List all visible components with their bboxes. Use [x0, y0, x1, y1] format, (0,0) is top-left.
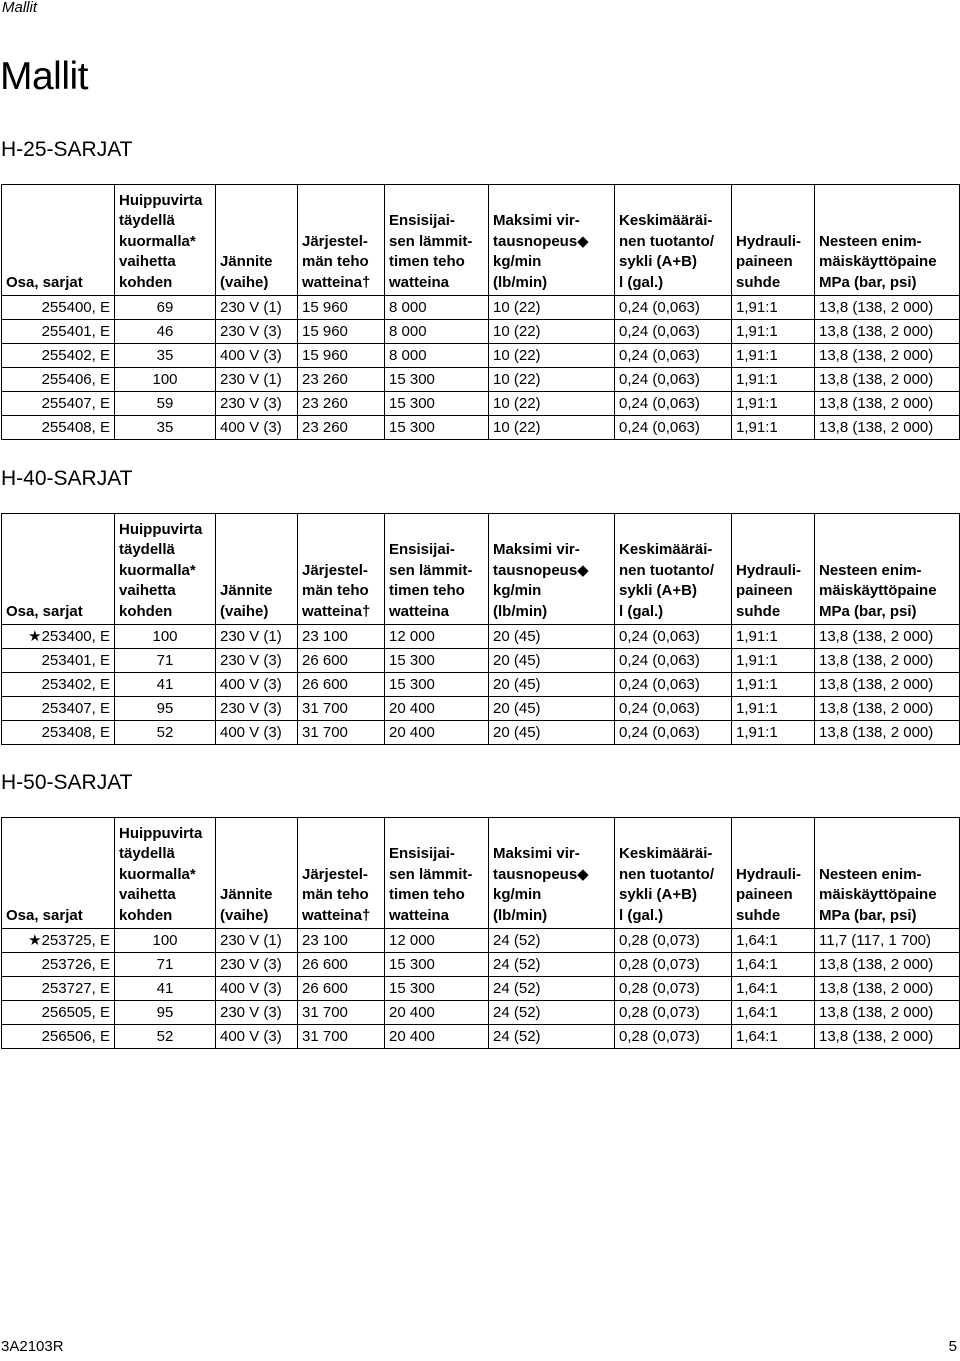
cell-peak-current: 100: [115, 929, 216, 953]
cell-system-power: 23 260: [298, 416, 385, 440]
cell-max-pressure: 13,8 (138, 2 000): [815, 953, 960, 977]
cell-output-per-cycle: 0,28 (0,073): [615, 1001, 732, 1025]
table-row: [2, 625, 960, 649]
cell-primary-heater-power: 8 000: [385, 296, 489, 320]
cell-max-pressure: 13,8 (138, 2 000): [815, 721, 960, 745]
cell-voltage: 230 V (3): [216, 697, 298, 721]
column-header-max-pressure: Nesteen enim- mäiskäyttöpaine MPa (bar, psi): [815, 185, 960, 296]
cell-output-per-cycle: 0,24 (0,063): [615, 673, 732, 697]
column-header-voltage: Jännite (vaihe): [216, 818, 298, 929]
cell-max-pressure: 13,8 (138, 2 000): [815, 977, 960, 1001]
cell-peak-current: 95: [115, 697, 216, 721]
cell-primary-heater-power: 15 300: [385, 416, 489, 440]
cell-hydraulic-ratio: 1,91:1: [732, 625, 815, 649]
cell-output-per-cycle: 0,24 (0,063): [615, 368, 732, 392]
cell-max-flow: 10 (22): [489, 392, 615, 416]
cell-voltage: 230 V (1): [216, 368, 298, 392]
cell-peak-current: 52: [115, 721, 216, 745]
column-header-hydraulic-ratio: Hydrauli- paineen suhde: [732, 818, 815, 929]
cell-max-pressure: 13,8 (138, 2 000): [815, 296, 960, 320]
cell-voltage: 400 V (3): [216, 977, 298, 1001]
cell-hydraulic-ratio: 1,91:1: [732, 392, 815, 416]
table-row: [2, 649, 960, 673]
cell-part-number: [2, 697, 115, 721]
cell-max-flow: 20 (45): [489, 625, 615, 649]
cell-peak-current: 41: [115, 673, 216, 697]
cell-system-power: 23 100: [298, 625, 385, 649]
cell-primary-heater-power: 20 400: [385, 1025, 489, 1049]
cell-primary-heater-power: 15 300: [385, 649, 489, 673]
column-header-primary-heater-power: Ensisijai- sen lämmit- timen teho watteina: [385, 185, 489, 296]
cell-hydraulic-ratio: 1,91:1: [732, 721, 815, 745]
cell-voltage: 230 V (1): [216, 929, 298, 953]
cell-voltage: 400 V (3): [216, 721, 298, 745]
cell-voltage: 230 V (3): [216, 1001, 298, 1025]
cell-peak-current: 71: [115, 649, 216, 673]
cell-output-per-cycle: 0,24 (0,063): [615, 296, 732, 320]
cell-max-pressure: 13,8 (138, 2 000): [815, 697, 960, 721]
cell-peak-current: 95: [115, 1001, 216, 1025]
table-row: [2, 344, 960, 368]
cell-system-power: 31 700: [298, 697, 385, 721]
cell-max-flow: 10 (22): [489, 416, 615, 440]
cell-hydraulic-ratio: 1,91:1: [732, 697, 815, 721]
column-header-peak-current: Huippuvirta täydellä kuormalla* vaihetta kohden: [115, 818, 216, 929]
cell-hydraulic-ratio: 1,91:1: [732, 296, 815, 320]
cell-voltage: 230 V (1): [216, 296, 298, 320]
cell-system-power: 26 600: [298, 673, 385, 697]
part-number-text: 253400, E: [41, 628, 110, 645]
cell-system-power: 15 960: [298, 344, 385, 368]
cell-part-number: [2, 320, 115, 344]
part-number-text: 255407, E: [41, 395, 110, 412]
table-row: [2, 977, 960, 1001]
cell-voltage: 230 V (3): [216, 392, 298, 416]
cell-voltage: 400 V (3): [216, 673, 298, 697]
cell-peak-current: 35: [115, 416, 216, 440]
part-number-text: 255400, E: [41, 299, 110, 316]
cell-primary-heater-power: 20 400: [385, 721, 489, 745]
cell-system-power: 26 600: [298, 649, 385, 673]
cell-voltage: 230 V (3): [216, 649, 298, 673]
table-row: [2, 368, 960, 392]
part-number-text: 253402, E: [41, 676, 110, 693]
cell-part-number: [2, 1025, 115, 1049]
cell-voltage: 400 V (3): [216, 416, 298, 440]
cell-hydraulic-ratio: 1,91:1: [732, 416, 815, 440]
page-title: Mallit: [0, 55, 89, 98]
cell-system-power: 23 100: [298, 929, 385, 953]
cell-primary-heater-power: 20 400: [385, 697, 489, 721]
table-row: [2, 953, 960, 977]
cell-output-per-cycle: 0,24 (0,063): [615, 344, 732, 368]
part-number-text: 253727, E: [41, 980, 110, 997]
cell-hydraulic-ratio: 1,91:1: [732, 649, 815, 673]
cell-max-flow: 10 (22): [489, 368, 615, 392]
cell-primary-heater-power: 15 300: [385, 977, 489, 1001]
column-header-primary-heater-power: Ensisijai- sen lämmit- timen teho watteina: [385, 514, 489, 625]
part-number-text: 255406, E: [41, 371, 110, 388]
column-header-max-flow: Maksimi vir- tausnopeus◆ kg/min (lb/min): [489, 514, 615, 625]
column-header-peak-current: Huippuvirta täydellä kuormalla* vaihetta kohden: [115, 514, 216, 625]
cell-system-power: 15 960: [298, 320, 385, 344]
column-header-voltage: Jännite (vaihe): [216, 185, 298, 296]
table-row: [2, 392, 960, 416]
cell-peak-current: 52: [115, 1025, 216, 1049]
column-header-part-number: Osa, sarjat: [2, 514, 115, 625]
cell-primary-heater-power: 8 000: [385, 344, 489, 368]
cell-peak-current: 71: [115, 953, 216, 977]
cell-system-power: 26 600: [298, 953, 385, 977]
cell-hydraulic-ratio: 1,64:1: [732, 977, 815, 1001]
cell-hydraulic-ratio: 1,64:1: [732, 929, 815, 953]
cell-max-flow: 20 (45): [489, 697, 615, 721]
section-title-h50: H-50-SARJAT: [1, 771, 133, 794]
cell-part-number: [2, 344, 115, 368]
document-number: 3A2103R: [1, 1338, 64, 1355]
cell-max-pressure: 13,8 (138, 2 000): [815, 320, 960, 344]
cell-output-per-cycle: 0,28 (0,073): [615, 953, 732, 977]
cell-max-flow: 20 (45): [489, 649, 615, 673]
cell-output-per-cycle: 0,24 (0,063): [615, 697, 732, 721]
cell-primary-heater-power: 12 000: [385, 625, 489, 649]
cell-system-power: 23 260: [298, 368, 385, 392]
cell-part-number: [2, 673, 115, 697]
header-row: [2, 818, 960, 929]
column-header-part-number: Osa, sarjat: [2, 818, 115, 929]
cell-output-per-cycle: 0,24 (0,063): [615, 649, 732, 673]
cell-peak-current: 59: [115, 392, 216, 416]
cell-hydraulic-ratio: 1,91:1: [732, 344, 815, 368]
cell-max-pressure: 13,8 (138, 2 000): [815, 368, 960, 392]
cell-output-per-cycle: 0,24 (0,063): [615, 721, 732, 745]
column-header-system-power: Järjestel- män teho watteina†: [298, 185, 385, 296]
column-header-max-flow: Maksimi vir- tausnopeus◆ kg/min (lb/min): [489, 818, 615, 929]
column-header-system-power: Järjestel- män teho watteina†: [298, 514, 385, 625]
cell-output-per-cycle: 0,28 (0,073): [615, 977, 732, 1001]
column-header-peak-current: Huippuvirta täydellä kuormalla* vaihetta kohden: [115, 185, 216, 296]
cell-peak-current: 35: [115, 344, 216, 368]
column-header-max-pressure: Nesteen enim- mäiskäyttöpaine MPa (bar, psi): [815, 818, 960, 929]
part-number-text: 255402, E: [41, 347, 110, 364]
header-row: [2, 514, 960, 625]
cell-peak-current: 100: [115, 625, 216, 649]
table-row: [2, 697, 960, 721]
part-number-text: 253401, E: [41, 652, 110, 669]
column-header-max-pressure: Nesteen enim- mäiskäyttöpaine MPa (bar, psi): [815, 514, 960, 625]
cell-system-power: 15 960: [298, 296, 385, 320]
cell-voltage: 230 V (3): [216, 320, 298, 344]
cell-system-power: 23 260: [298, 392, 385, 416]
table-row: [2, 320, 960, 344]
running-header: Mallit: [2, 0, 38, 16]
cell-max-flow: 24 (52): [489, 953, 615, 977]
cell-part-number: [2, 953, 115, 977]
models-table-h40: [1, 513, 960, 745]
table-row: [2, 296, 960, 320]
column-header-output-per-cycle: Keskimääräi- nen tuotanto/ sykli (A+B) l (gal.): [615, 818, 732, 929]
cell-max-pressure: 13,8 (138, 2 000): [815, 673, 960, 697]
cell-max-pressure: 11,7 (117, 1 700): [815, 929, 960, 953]
part-number-text: 255408, E: [41, 419, 110, 436]
table-row: [2, 721, 960, 745]
cell-primary-heater-power: 15 300: [385, 673, 489, 697]
cell-part-number: [2, 721, 115, 745]
cell-system-power: 31 700: [298, 721, 385, 745]
cell-part-number: [2, 649, 115, 673]
part-number-text: 256506, E: [41, 1028, 110, 1045]
cell-max-flow: 10 (22): [489, 344, 615, 368]
part-number-text: 255401, E: [41, 323, 110, 340]
part-number-text: 253725, E: [41, 932, 110, 949]
cell-hydraulic-ratio: 1,64:1: [732, 1025, 815, 1049]
header-row: [2, 185, 960, 296]
models-table-h25: [1, 184, 960, 440]
cell-primary-heater-power: 15 300: [385, 392, 489, 416]
cell-primary-heater-power: 12 000: [385, 929, 489, 953]
cell-part-number: [2, 625, 115, 649]
part-number-text: 256505, E: [41, 1004, 110, 1021]
cell-part-number: [2, 929, 115, 953]
cell-voltage: 400 V (3): [216, 344, 298, 368]
cell-output-per-cycle: 0,28 (0,073): [615, 929, 732, 953]
cell-part-number: [2, 368, 115, 392]
cell-max-flow: 10 (22): [489, 296, 615, 320]
table-row: [2, 929, 960, 953]
cell-part-number: [2, 977, 115, 1001]
cell-hydraulic-ratio: 1,91:1: [732, 320, 815, 344]
cell-output-per-cycle: 0,24 (0,063): [615, 392, 732, 416]
cell-part-number: [2, 296, 115, 320]
cell-peak-current: 100: [115, 368, 216, 392]
cell-voltage: 400 V (3): [216, 1025, 298, 1049]
cell-output-per-cycle: 0,28 (0,073): [615, 1025, 732, 1049]
cell-max-pressure: 13,8 (138, 2 000): [815, 649, 960, 673]
column-header-hydraulic-ratio: Hydrauli- paineen suhde: [732, 185, 815, 296]
part-number-text: 253407, E: [41, 700, 110, 717]
cell-peak-current: 69: [115, 296, 216, 320]
cell-peak-current: 46: [115, 320, 216, 344]
column-header-voltage: Jännite (vaihe): [216, 514, 298, 625]
cell-system-power: 31 700: [298, 1025, 385, 1049]
cell-max-pressure: 13,8 (138, 2 000): [815, 1001, 960, 1025]
column-header-output-per-cycle: Keskimääräi- nen tuotanto/ sykli (A+B) l (gal.): [615, 514, 732, 625]
part-number-text: 253726, E: [41, 956, 110, 973]
cell-max-pressure: 13,8 (138, 2 000): [815, 344, 960, 368]
cell-max-flow: 24 (52): [489, 1001, 615, 1025]
cell-max-flow: 10 (22): [489, 320, 615, 344]
table-row: [2, 1001, 960, 1025]
cell-max-flow: 20 (45): [489, 721, 615, 745]
page-number: 5: [948, 1338, 957, 1355]
part-number-text: 253408, E: [41, 724, 110, 741]
column-header-system-power: Järjestel- män teho watteina†: [298, 818, 385, 929]
cell-max-flow: 24 (52): [489, 929, 615, 953]
table-row: [2, 416, 960, 440]
cell-system-power: 26 600: [298, 977, 385, 1001]
star-icon: ★: [28, 628, 42, 645]
section-title-h25: H-25-SARJAT: [1, 138, 133, 161]
column-header-output-per-cycle: Keskimääräi- nen tuotanto/ sykli (A+B) l (gal.): [615, 185, 732, 296]
cell-max-flow: 24 (52): [489, 1025, 615, 1049]
cell-part-number: [2, 1001, 115, 1025]
cell-hydraulic-ratio: 1,91:1: [732, 673, 815, 697]
cell-output-per-cycle: 0,24 (0,063): [615, 625, 732, 649]
cell-max-pressure: 13,8 (138, 2 000): [815, 1025, 960, 1049]
cell-part-number: [2, 416, 115, 440]
cell-max-pressure: 13,8 (138, 2 000): [815, 392, 960, 416]
cell-hydraulic-ratio: 1,64:1: [732, 1001, 815, 1025]
cell-hydraulic-ratio: 1,64:1: [732, 953, 815, 977]
cell-output-per-cycle: 0,24 (0,063): [615, 320, 732, 344]
cell-primary-heater-power: 8 000: [385, 320, 489, 344]
section-title-h40: H-40-SARJAT: [1, 467, 133, 490]
cell-hydraulic-ratio: 1,91:1: [732, 368, 815, 392]
cell-peak-current: 41: [115, 977, 216, 1001]
cell-system-power: 31 700: [298, 1001, 385, 1025]
models-table-h50: [1, 817, 960, 1049]
column-header-max-flow: Maksimi vir- tausnopeus◆ kg/min (lb/min): [489, 185, 615, 296]
cell-primary-heater-power: 20 400: [385, 1001, 489, 1025]
column-header-primary-heater-power: Ensisijai- sen lämmit- timen teho watteina: [385, 818, 489, 929]
table-row: [2, 1025, 960, 1049]
cell-max-flow: 20 (45): [489, 673, 615, 697]
cell-primary-heater-power: 15 300: [385, 953, 489, 977]
cell-output-per-cycle: 0,24 (0,063): [615, 416, 732, 440]
cell-max-pressure: 13,8 (138, 2 000): [815, 625, 960, 649]
star-icon: ★: [28, 932, 42, 949]
table-row: [2, 673, 960, 697]
cell-voltage: 230 V (1): [216, 625, 298, 649]
column-header-part-number: Osa, sarjat: [2, 185, 115, 296]
cell-part-number: [2, 392, 115, 416]
cell-primary-heater-power: 15 300: [385, 368, 489, 392]
cell-voltage: 230 V (3): [216, 953, 298, 977]
column-header-hydraulic-ratio: Hydrauli- paineen suhde: [732, 514, 815, 625]
cell-max-pressure: 13,8 (138, 2 000): [815, 416, 960, 440]
cell-max-flow: 24 (52): [489, 977, 615, 1001]
